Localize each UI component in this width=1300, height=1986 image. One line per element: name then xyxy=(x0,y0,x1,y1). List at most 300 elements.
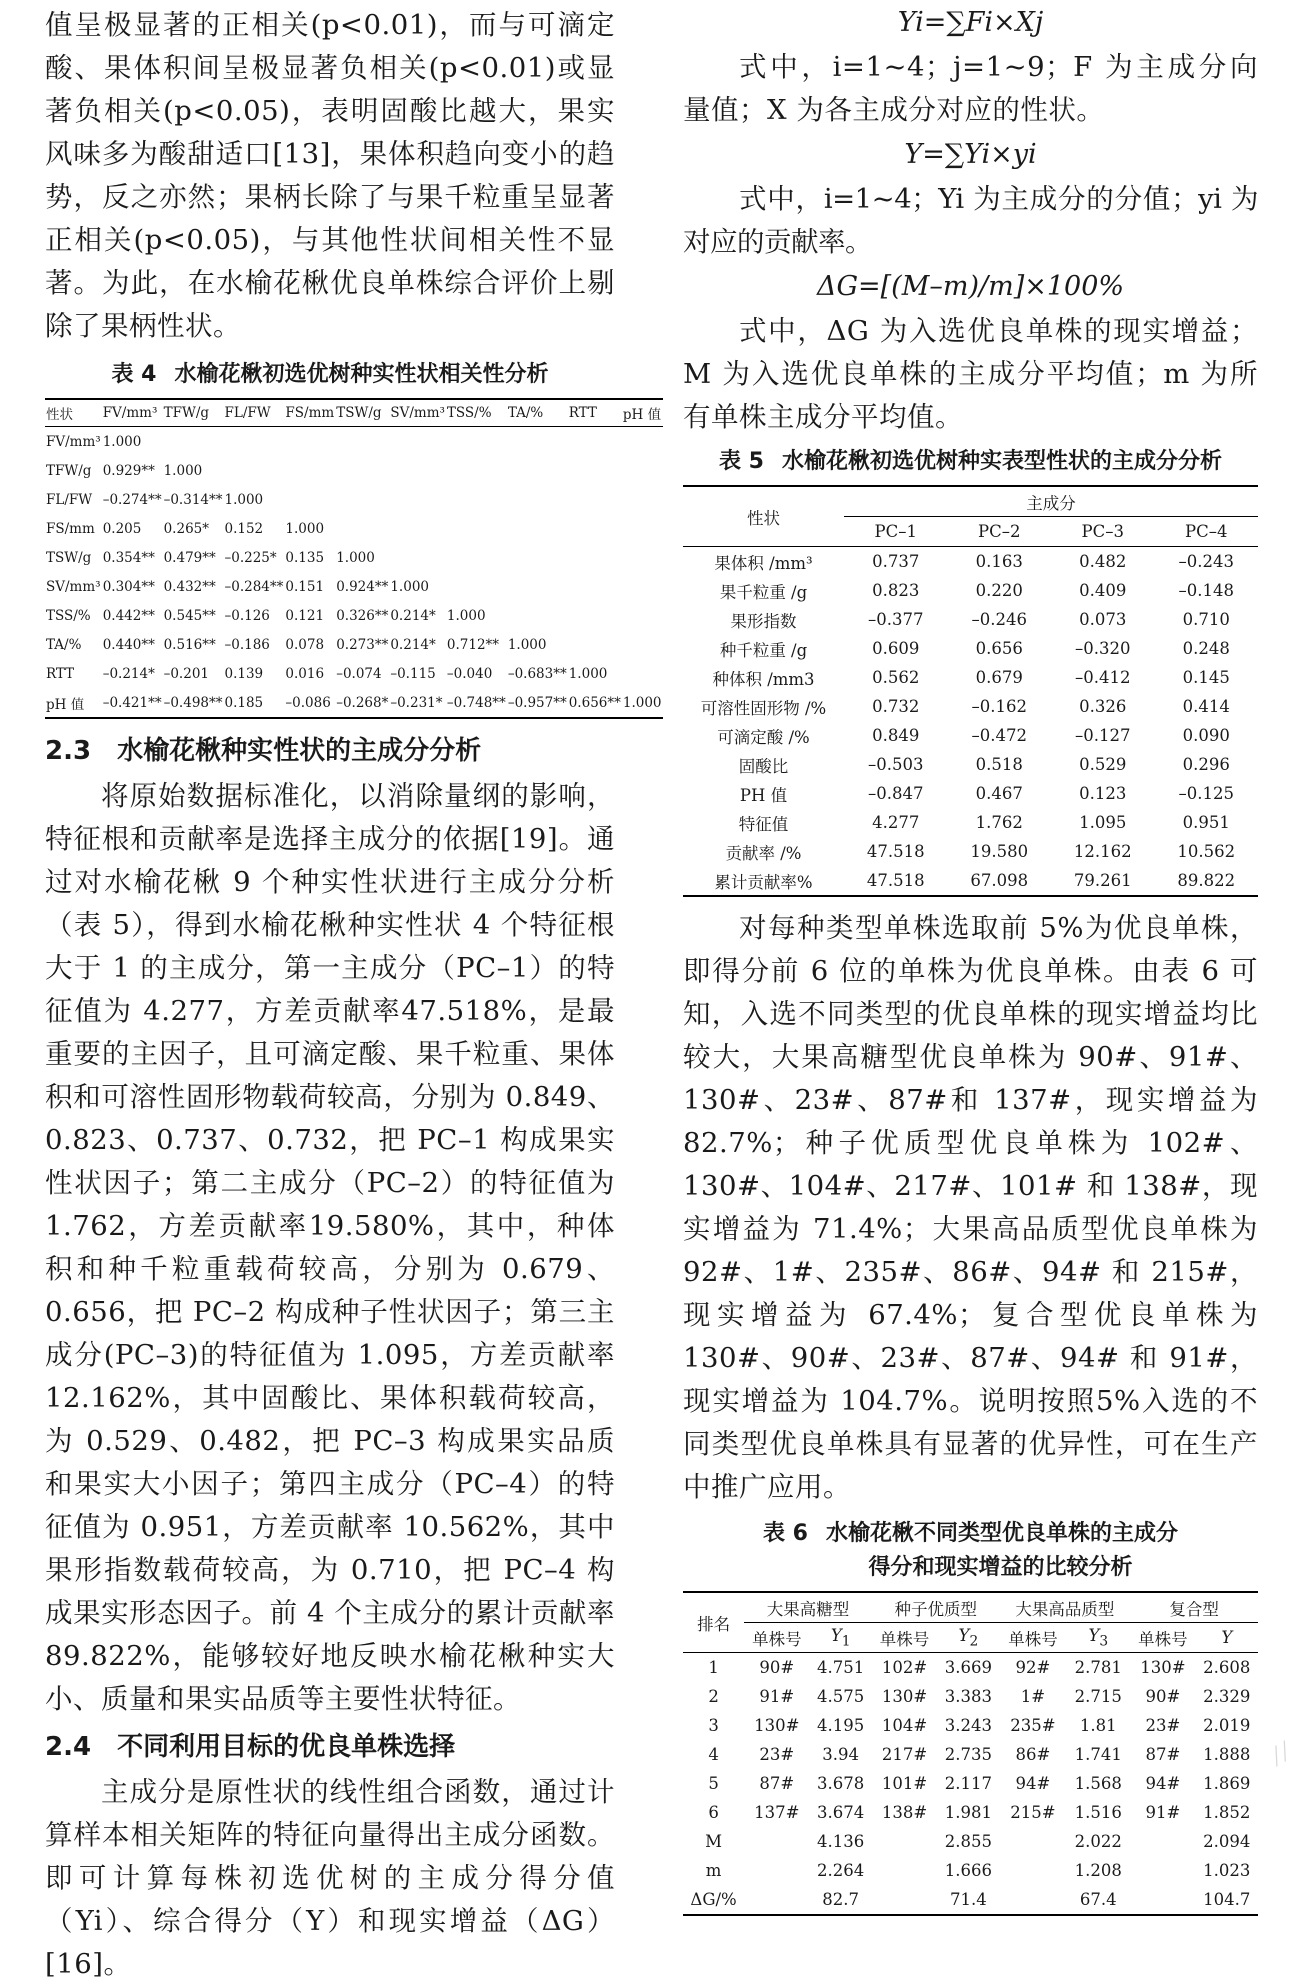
table6-sub-header xyxy=(810,1623,872,1653)
right-column xyxy=(683,0,1258,1916)
table6-cell xyxy=(1130,1856,1195,1885)
table4-header-cell: TA/% xyxy=(507,399,568,427)
table4-cell xyxy=(224,427,285,457)
table4-caption xyxy=(45,356,615,394)
table4-cell xyxy=(389,456,446,485)
table-row xyxy=(683,750,1258,779)
table6-cell: 1 xyxy=(708,1658,719,1677)
table5-pc-header: PC–4 xyxy=(1155,517,1259,547)
table5-cell: 1.095 xyxy=(1079,813,1127,832)
table5-cell: 0.220 xyxy=(975,581,1023,600)
table5-number: 表 5 xyxy=(719,449,764,474)
table4-header-cell: SV/mm³ xyxy=(389,399,446,427)
table5-header-trait: 性状 xyxy=(683,486,844,547)
table6-cell: 90# xyxy=(1145,1687,1181,1706)
table6-cell: 94# xyxy=(1015,1774,1051,1793)
table-row xyxy=(683,605,1258,634)
table6-cell: 90# xyxy=(759,1658,795,1677)
table4-cell: –0.314** xyxy=(163,491,223,508)
table4-cell: 0.712** xyxy=(446,636,500,653)
table4-cell: 0.214* xyxy=(390,607,436,624)
table-row xyxy=(683,1885,1258,1915)
table4-cell: 0.432** xyxy=(163,578,216,595)
table4-cell xyxy=(163,427,224,457)
table4-cell: –0.086 xyxy=(284,688,335,718)
table-row xyxy=(683,1856,1258,1885)
table-row xyxy=(683,1769,1258,1798)
table6-cell: 104# xyxy=(881,1716,928,1735)
table6-cell: 1.869 xyxy=(1203,1774,1251,1793)
table4-cell xyxy=(568,601,622,630)
table6-cell: 87# xyxy=(759,1774,795,1793)
table-row xyxy=(683,808,1258,837)
table4-cell: 0.479** xyxy=(163,549,216,566)
y-subscript: 1 xyxy=(841,1633,851,1650)
table4-cell: 0.273** xyxy=(336,636,389,653)
table-row xyxy=(45,485,663,514)
table4-cell xyxy=(622,485,663,514)
table4-cell: TA/% xyxy=(46,636,82,653)
table6-cell: 23# xyxy=(1145,1716,1181,1735)
table4-cell xyxy=(389,514,446,543)
table4-cell xyxy=(389,543,446,572)
table5-cell: 0.518 xyxy=(975,755,1023,774)
table6-cell: 82.7 xyxy=(810,1885,872,1915)
table6-group-header: 种子优质型 xyxy=(872,1592,1000,1623)
table4-cell: RTT xyxy=(46,665,75,682)
table6-caption xyxy=(683,1517,1258,1585)
table5-cell: 固酸比 xyxy=(738,756,789,776)
table-row xyxy=(683,1827,1258,1856)
table6-cell: 3.669 xyxy=(944,1658,992,1677)
table6-cell: 23# xyxy=(759,1745,795,1764)
table4-cell: 0.214* xyxy=(390,636,436,653)
table4-cell: 1.000 xyxy=(446,607,486,624)
table4-cell: 0.440** xyxy=(102,636,155,653)
table5-cell: 可溶性固形物 /% xyxy=(700,698,827,718)
table5-cell: –0.472 xyxy=(971,726,1027,745)
watermark: ╱╱ xyxy=(1267,1740,1294,1767)
table-row xyxy=(683,866,1258,896)
table6-cell: 3.243 xyxy=(944,1716,992,1735)
table6-cell xyxy=(744,1885,809,1915)
table4-cell xyxy=(335,514,389,543)
table4-cell: 1.000 xyxy=(224,491,264,508)
table6-cell: 5 xyxy=(708,1774,719,1793)
table5-cell: 12.162 xyxy=(1073,842,1132,861)
table6-cell: 92# xyxy=(1015,1658,1051,1677)
table6-sub-header: 单株号 xyxy=(744,1623,809,1653)
table6-cell: 71.4 xyxy=(937,1885,999,1915)
table6-cell: 87# xyxy=(1145,1745,1181,1764)
table6-sub-header: 单株号 xyxy=(1000,1623,1067,1653)
paragraph-correlation: 值呈极显著的正相关(p<0.01)，而与可滴定酸、果体积间呈极显著负相关(p<0.01)或显著负相关(p<0.05)，表明固酸比越大，果实风味多为酸甜适口[13]，果体积趋向变小的趋势，反之亦然；果柄长除了与果千粒重呈显著正相关(p<0.05)，与其他性状间相关性不显著。为此，在水榆花楸优良单株综合评价上剔除了果柄性状。 xyxy=(45,9,615,342)
table4-cell: –0.683** xyxy=(507,665,567,682)
table6-cell: 1.852 xyxy=(1203,1803,1251,1822)
table5-cell: 0.609 xyxy=(872,639,920,658)
table6-cell: 4.195 xyxy=(817,1716,865,1735)
table6-cell: m xyxy=(705,1861,722,1880)
table4-cell: 0.304** xyxy=(102,578,155,595)
table-row xyxy=(683,576,1258,605)
section-title: 不同利用目标的优良单株选择 xyxy=(117,1732,456,1762)
table5-cell: 累计贡献率% xyxy=(683,866,844,896)
table4-cell: –0.115 xyxy=(390,665,436,682)
formula-note-1: 式中，i=1~4；j=1~9；F 为主成分向量值；X 为各主成分对应的性状。 xyxy=(683,51,1258,126)
table6-title-line1: 水榆花楸不同类型优良单株的主成分 xyxy=(825,1521,1178,1546)
table4-cell: –0.421** xyxy=(102,688,163,718)
section-title: 水榆花楸种实性状的主成分分析 xyxy=(117,736,482,766)
paragraph-selection: 主成分是原性状的线性组合函数，通过计算样本相关矩阵的特征向量得出主成分函数。即可计算每株初选优树的主成分得分值（Yi）、综合得分（Y）和现实增益（ΔG）[16]。 xyxy=(45,1776,615,1980)
table6-cell: 130# xyxy=(754,1716,800,1735)
table6 xyxy=(683,1591,1258,1916)
table5-cell: –0.246 xyxy=(971,610,1027,629)
table5-cell: –0.847 xyxy=(868,784,924,803)
table5-cell: –0.377 xyxy=(868,610,924,629)
table5-cell: 0.123 xyxy=(1079,784,1127,803)
table4-cell: TSW/g xyxy=(46,549,92,566)
table-row xyxy=(683,1798,1258,1827)
table6-cell: 102# xyxy=(881,1658,928,1677)
table4-cell: 1.000 xyxy=(102,433,142,450)
table5-caption xyxy=(683,443,1258,481)
table-row xyxy=(683,1711,1258,1740)
y-subscript: 3 xyxy=(1099,1633,1109,1650)
table6-title-line2: 得分和现实增益的比较分析 xyxy=(868,1555,1133,1580)
table4-cell: 0.205 xyxy=(102,520,142,537)
table4-cell xyxy=(335,456,389,485)
table5-pc-header: PC–3 xyxy=(1051,517,1155,547)
table4-cell xyxy=(507,543,568,572)
table4-cell: 1.000 xyxy=(507,636,547,653)
table4-header-cell: RTT xyxy=(568,399,622,427)
table5-cell: 67.098 xyxy=(948,866,1052,896)
table6-cell: 130# xyxy=(1140,1658,1186,1677)
table4-cell: –0.498** xyxy=(163,688,224,718)
table-row xyxy=(45,543,663,572)
table6-cell: 1.981 xyxy=(944,1803,992,1822)
table6-cell: 217# xyxy=(881,1745,928,1764)
table-row xyxy=(683,721,1258,750)
table6-cell: 2.022 xyxy=(1074,1832,1122,1851)
table4-cell xyxy=(568,572,622,601)
table4-header-cell: TSW/g xyxy=(335,399,389,427)
table5-cell: 0.562 xyxy=(872,668,920,687)
table4-cell xyxy=(507,485,568,514)
table-row xyxy=(683,1740,1258,1769)
table6-cell: 2 xyxy=(708,1687,719,1706)
table4-cell: TSS/% xyxy=(46,607,91,624)
table4-cell xyxy=(568,630,622,659)
table6-cell: 4.751 xyxy=(817,1658,865,1677)
table4-cell xyxy=(335,427,389,457)
table4-cell xyxy=(622,572,663,601)
table6-cell: 3.94 xyxy=(822,1745,860,1764)
table4-header-cell: TFW/g xyxy=(163,399,224,427)
table4-number: 表 4 xyxy=(111,362,157,387)
table5-cell: 4.277 xyxy=(872,813,920,832)
table5-cell: 0.409 xyxy=(1079,581,1127,600)
table6-cell xyxy=(744,1827,809,1856)
table5 xyxy=(683,485,1258,897)
table-row xyxy=(683,779,1258,808)
table4-cell xyxy=(284,456,335,485)
table4-cell: 0.151 xyxy=(285,578,325,595)
table6-cell: 91# xyxy=(759,1687,795,1706)
table4-cell: 0.016 xyxy=(285,665,325,682)
table6-group-header: 大果高品质型 xyxy=(1000,1592,1131,1623)
table5-cell: –0.162 xyxy=(971,697,1027,716)
table6-cell: 1.516 xyxy=(1074,1803,1122,1822)
table5-cell: 0.737 xyxy=(872,552,920,571)
paragraph-superior: 对每种类型单株选取前 5%为优良单株，即得分前 6 位的单株为优良单株。由表 6 可知，入选不同类型的优良单株的现实增益均比较大，大果高糖型优良单株为 90#、91#、130#、23#、87#和 137#，现实增益为 82.7%；种子优质型优良单株为 102#、130#、104#、217#、101# 和 138#，现实增益为 71.4%；大果高品质型优良单株为 92#、1#、235#、86#、94# 和 215#，现实增益为 67.4%；复合型优良单株为 130#、90#、23#、87#、94# 和 91#，现实增益为 104.7%。说明按照5%入选的不同类型优良单株具有显著的优异性，可在生产中推广应用。 xyxy=(683,912,1258,1503)
table4-cell: –0.268* xyxy=(335,688,389,718)
table4-cell: 1.000 xyxy=(622,688,663,718)
y-symbol: Y xyxy=(830,1625,842,1645)
table6-cell: 1.81 xyxy=(1079,1716,1117,1735)
table4-cell: 0.078 xyxy=(285,636,325,653)
table4-cell: 1.000 xyxy=(336,549,375,566)
table6-cell xyxy=(872,1856,937,1885)
table6-cell: 130# xyxy=(881,1687,928,1706)
table6-sub-header xyxy=(937,1623,999,1653)
table4-cell: –0.126 xyxy=(224,607,270,624)
table5-cell: 0.732 xyxy=(872,697,920,716)
table4-cell: –0.214* xyxy=(102,665,155,682)
table6-number: 表 6 xyxy=(763,1521,808,1546)
table5-cell: PH 值 xyxy=(739,785,788,805)
table-row xyxy=(45,659,663,688)
table5-cell: 79.261 xyxy=(1051,866,1155,896)
table4-cell: –0.284** xyxy=(224,578,284,595)
table4-cell: –0.231* xyxy=(389,688,446,718)
table4-header-cell: FL/FW xyxy=(224,399,285,427)
table6-cell: 86# xyxy=(1015,1745,1051,1764)
table4-cell xyxy=(507,601,568,630)
table4-cell: 0.442** xyxy=(102,607,155,624)
section-number: 2.4 xyxy=(45,1732,92,1762)
table6-cell xyxy=(872,1827,937,1856)
table4-cell: 1.000 xyxy=(285,520,325,537)
table5-cell: 0.849 xyxy=(872,726,920,745)
table5-cell: 种体积 /mm3 xyxy=(712,669,815,689)
table4-cell: 0.516** xyxy=(163,636,216,653)
table-row xyxy=(683,663,1258,692)
table5-cell: –0.127 xyxy=(1075,726,1131,745)
table4-cell xyxy=(622,601,663,630)
table6-group-header: 大果高糖型 xyxy=(744,1592,872,1623)
table5-cell: –0.320 xyxy=(1075,639,1131,658)
formula-yi: Yi=∑Fi×Xj xyxy=(897,7,1044,38)
table-row xyxy=(683,1653,1258,1683)
table6-group-header: 复合型 xyxy=(1130,1592,1258,1623)
table4-cell xyxy=(507,572,568,601)
table4-cell xyxy=(446,485,507,514)
table6-cell: 101# xyxy=(881,1774,928,1793)
table5-cell: 47.518 xyxy=(866,842,925,861)
table4-cell: 0.924** xyxy=(336,578,389,595)
table5-cell: 0.248 xyxy=(1182,639,1230,658)
formula-delta-g: ΔG=[(M–m)/m]×100% xyxy=(816,271,1125,302)
table5-cell: 0.482 xyxy=(1079,552,1127,571)
table4-cell xyxy=(446,427,507,457)
table4-cell: FV/mm³ xyxy=(46,433,101,450)
table4-cell xyxy=(568,427,622,457)
table4-cell: –0.225* xyxy=(224,549,277,566)
table6-cell: 138# xyxy=(881,1803,928,1822)
table-row xyxy=(683,634,1258,663)
table5-header-pc: 主成分 xyxy=(844,486,1258,517)
table5-cell: 0.326 xyxy=(1079,697,1127,716)
table4-cell xyxy=(507,456,568,485)
table4-cell: 1.000 xyxy=(568,665,608,682)
table5-cell: 0.710 xyxy=(1182,610,1230,629)
table6-cell: 2.608 xyxy=(1203,1658,1251,1677)
table4-cell: TFW/g xyxy=(46,462,92,479)
table5-cell: –0.243 xyxy=(1178,552,1234,571)
table4-cell xyxy=(568,456,622,485)
table4-cell xyxy=(507,514,568,543)
table5-pc-header: PC–1 xyxy=(844,517,948,547)
y-symbol: Y xyxy=(1221,1628,1233,1647)
table5-cell: 0.467 xyxy=(975,784,1023,803)
table-row xyxy=(683,837,1258,866)
left-column xyxy=(45,0,662,1986)
table4-cell: 0.545** xyxy=(163,607,216,624)
table5-cell: –0.148 xyxy=(1178,581,1234,600)
table5-cell: –0.412 xyxy=(1075,668,1131,687)
table5-cell: 0.073 xyxy=(1079,610,1127,629)
table6-cell: 2.735 xyxy=(944,1745,992,1764)
table-row xyxy=(683,692,1258,721)
table5-cell: 19.580 xyxy=(970,842,1029,861)
table4-cell xyxy=(568,543,622,572)
table6-cell xyxy=(872,1885,937,1915)
table4-cell: 0.929** xyxy=(102,462,155,479)
table6-cell: 6 xyxy=(708,1803,719,1822)
table6-cell: 2.019 xyxy=(1203,1716,1251,1735)
table4-cell xyxy=(446,572,507,601)
table6-cell xyxy=(1000,1827,1067,1856)
table-row xyxy=(683,547,1258,577)
table5-cell: 0.163 xyxy=(975,552,1023,571)
table6-cell: 1.741 xyxy=(1074,1745,1122,1764)
table4-header-cell: TSS/% xyxy=(446,399,507,427)
table6-cell: 235# xyxy=(1010,1716,1056,1735)
table5-cell: 0.296 xyxy=(1182,755,1230,774)
table4-cell xyxy=(446,514,507,543)
table6-cell: 91# xyxy=(1145,1803,1181,1822)
table4-cell: –0.748** xyxy=(446,688,507,718)
table5-cell: 特征值 xyxy=(738,814,789,834)
table6-cell: 3.678 xyxy=(817,1774,865,1793)
table5-cell: 果形指数 xyxy=(730,611,797,631)
table6-cell: 1# xyxy=(1020,1687,1046,1706)
table4-cell xyxy=(284,485,335,514)
table-row xyxy=(45,514,663,543)
table6-cell: 104.7 xyxy=(1196,1885,1258,1915)
table6-sub-header: 单株号 xyxy=(872,1623,937,1653)
table6-cell: ΔG/% xyxy=(683,1885,744,1915)
table6-cell: 2.781 xyxy=(1074,1658,1122,1677)
section-2-4-heading xyxy=(45,1727,615,1767)
table5-title: 水榆花楸初选优树种实表型性状的主成分分析 xyxy=(781,449,1222,474)
table5-cell: 1.762 xyxy=(975,813,1023,832)
section-2-3-heading xyxy=(45,731,615,771)
table4-cell: FL/FW xyxy=(46,491,93,508)
table4-cell: 0.139 xyxy=(224,665,264,682)
formula-y: Y=∑Yi×yi xyxy=(904,139,1037,170)
table4-header-cell: FV/mm³ xyxy=(102,399,163,427)
table6-cell xyxy=(1000,1856,1067,1885)
table6-cell: 94# xyxy=(1145,1774,1181,1793)
y-symbol: Y xyxy=(958,1625,970,1645)
table4-cell xyxy=(568,514,622,543)
table6-cell xyxy=(744,1856,809,1885)
table-row xyxy=(45,572,663,601)
table4-cell: 0.121 xyxy=(285,607,325,624)
table5-cell: –0.503 xyxy=(868,755,924,774)
table6-cell: 1.023 xyxy=(1203,1861,1251,1880)
table-row xyxy=(45,688,663,718)
formula-note-2: 式中，i=1~4；Yi 为主成分的分值；yi 为对应的贡献率。 xyxy=(683,183,1258,258)
table4-cell xyxy=(622,630,663,659)
table5-cell: 果千粒重 /g xyxy=(719,582,808,602)
table6-cell: 3.674 xyxy=(817,1803,865,1822)
table4-cell xyxy=(389,427,446,457)
table5-cell: 果体积 /mm³ xyxy=(714,553,813,573)
table5-cell: 0.951 xyxy=(1182,813,1230,832)
table5-cell: 可滴定酸 /% xyxy=(717,727,810,747)
table-row xyxy=(45,601,663,630)
table6-cell: 1.888 xyxy=(1203,1745,1251,1764)
table5-cell: 0.823 xyxy=(872,581,920,600)
table4-cell: FS/mm xyxy=(46,520,95,537)
table5-cell: –0.125 xyxy=(1178,784,1234,803)
table6-cell: 137# xyxy=(754,1803,800,1822)
table5-cell: 0.414 xyxy=(1182,697,1230,716)
table6-cell xyxy=(1130,1885,1195,1915)
table4-cell: SV/mm³ xyxy=(46,578,101,595)
table6-sub-header: 单株号 xyxy=(1130,1623,1195,1653)
table4-cell: 0.265* xyxy=(163,520,209,537)
table4-cell xyxy=(446,456,507,485)
table6-cell: 215# xyxy=(1010,1803,1056,1822)
table-row xyxy=(45,456,663,485)
table4-cell xyxy=(335,485,389,514)
table6-cell: 4.575 xyxy=(817,1687,865,1706)
table5-pc-header: PC–2 xyxy=(948,517,1052,547)
formula-note-3: 式中，ΔG 为入选优良单株的现实增益；M 为入选优良单株的主成分平均值；m 为所有单株主成分平均值。 xyxy=(683,315,1258,433)
table4-cell xyxy=(622,659,663,688)
table6-cell: 2.329 xyxy=(1203,1687,1251,1706)
table6-cell: 3.383 xyxy=(944,1687,992,1706)
table5-cell: 0.145 xyxy=(1182,668,1230,687)
table4-title: 水榆花楸初选优树种实性状相关性分析 xyxy=(174,362,549,387)
table6-cell: 1.208 xyxy=(1074,1861,1122,1880)
table6-cell: 4.136 xyxy=(817,1832,865,1851)
table-row xyxy=(45,630,663,659)
table4-cell: pH 值 xyxy=(45,688,102,718)
table5-cell: 0.656 xyxy=(975,639,1023,658)
table6-cell: 4 xyxy=(708,1745,719,1764)
table6-cell: M xyxy=(705,1832,723,1851)
table5-cell: 47.518 xyxy=(844,866,948,896)
y-symbol: Y xyxy=(1088,1625,1100,1645)
table4-cell xyxy=(507,427,568,457)
table6-cell: 2.094 xyxy=(1203,1832,1251,1851)
table5-cell: 种千粒重 /g xyxy=(719,640,808,660)
